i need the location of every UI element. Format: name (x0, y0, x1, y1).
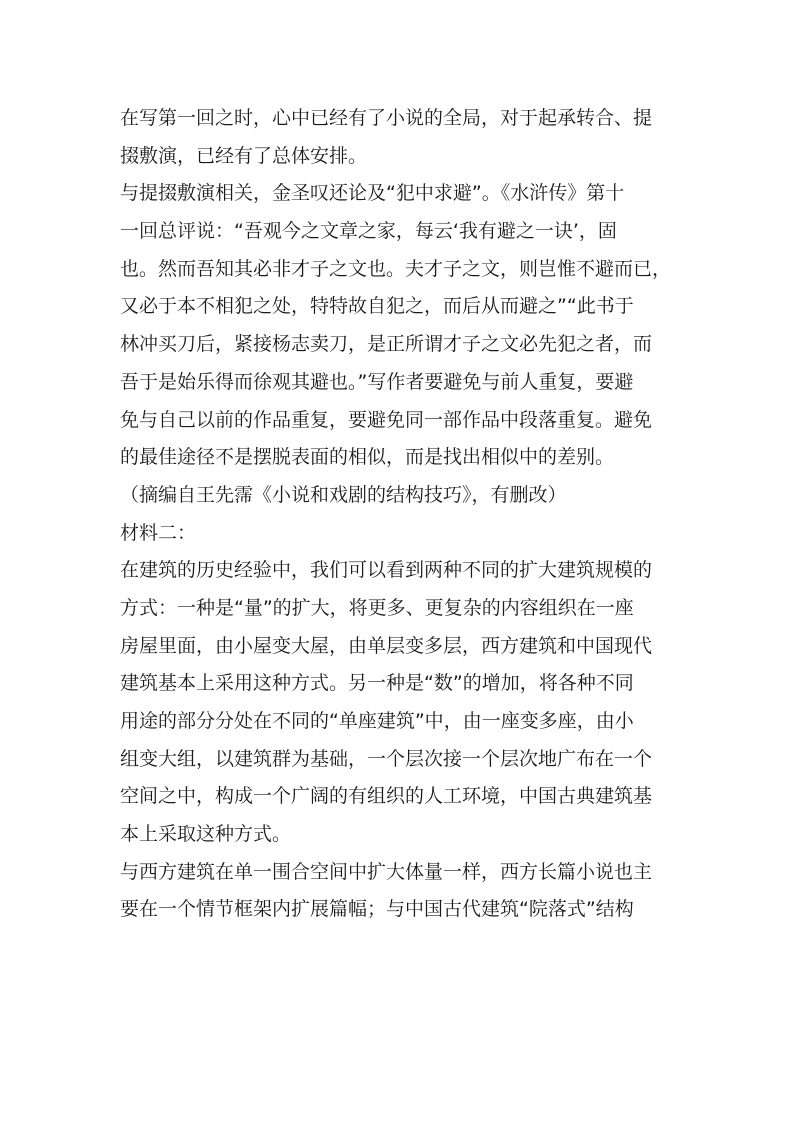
text-line: 也。然而吾知其必非才子之文也。夫才子之文，则岂惟不避而已， (120, 257, 672, 280)
text-line: 与提掇敷演相关，金圣叹还论及“犯中求避”。《水浒传》第十 (120, 182, 625, 205)
text-line: 的最佳途径不是摆脱表面的相似，而是找出相似中的差别。 (120, 446, 615, 469)
paragraph-architecture (120, 552, 680, 854)
text-line: 要在一个情节框架内扩展篇幅；与中国古代建筑“院落式”结构 (120, 898, 634, 921)
text-line: 建筑基本上采用这种方式。另一种是“数”的增加，将各种不同 (120, 672, 634, 695)
text-line: 材料二： (120, 521, 197, 544)
text-line: 房屋里面，由小屋变大屋，由单层变多层，西方建筑和中国现代 (120, 634, 653, 657)
section-heading-material-two (120, 515, 680, 553)
text-line: 又必于本不相犯之处，特特故自犯之，而后从而避之”“此书于 (120, 295, 634, 318)
text-line: 在写第一回之时，心中已经有了小说的全局，对于起承转合、提 (120, 107, 653, 129)
paragraph-comparison (120, 854, 680, 929)
text-line: 一回总评说：“吾观今之文章之家，每云‘我有避之一诀’，固 (120, 220, 617, 243)
source-citation (120, 477, 680, 515)
text-line: 吾于是始乐得而徐观其避也。”写作者要避免与前人重复，要避 (120, 370, 634, 393)
text-line: 组变大组，以建筑群为基础，一个层次接一个层次地广布在一个 (120, 747, 653, 770)
paragraph-avoid-repetition (120, 175, 680, 477)
text-line: 与西方建筑在单一围合空间中扩大体量一样，西方长篇小说也主 (120, 860, 653, 883)
text-line: 本上采取这种方式。 (120, 823, 292, 846)
text-line: 林冲买刀后，紧接杨志卖刀，是正所谓才子之文必先犯之者，而 (120, 333, 653, 356)
text-line: （摘编自王先霈《小说和戏剧的结构技巧》，有删改） (120, 483, 567, 506)
text-line: 用途的部分分处在不同的“单座建筑”中，由一座变多座，由小 (120, 710, 634, 732)
document-body (120, 100, 680, 929)
text-line: 掇敷演，已经有了总体安排。 (120, 144, 368, 167)
text-line: 在建筑的历史经验中，我们可以看到两种不同的扩大建筑规模的 (120, 559, 653, 582)
paragraph-plan (120, 100, 680, 175)
text-line: 方式：一种是“量”的扩大，将更多、更复杂的内容组织在一座 (120, 596, 634, 619)
text-line: 免与自己以前的作品重复，要避免同一部作品中段落重复。避免 (120, 408, 653, 431)
text-line: 空间之中，构成一个广阔的有组织的人工环境，中国古典建筑基 (120, 785, 653, 808)
